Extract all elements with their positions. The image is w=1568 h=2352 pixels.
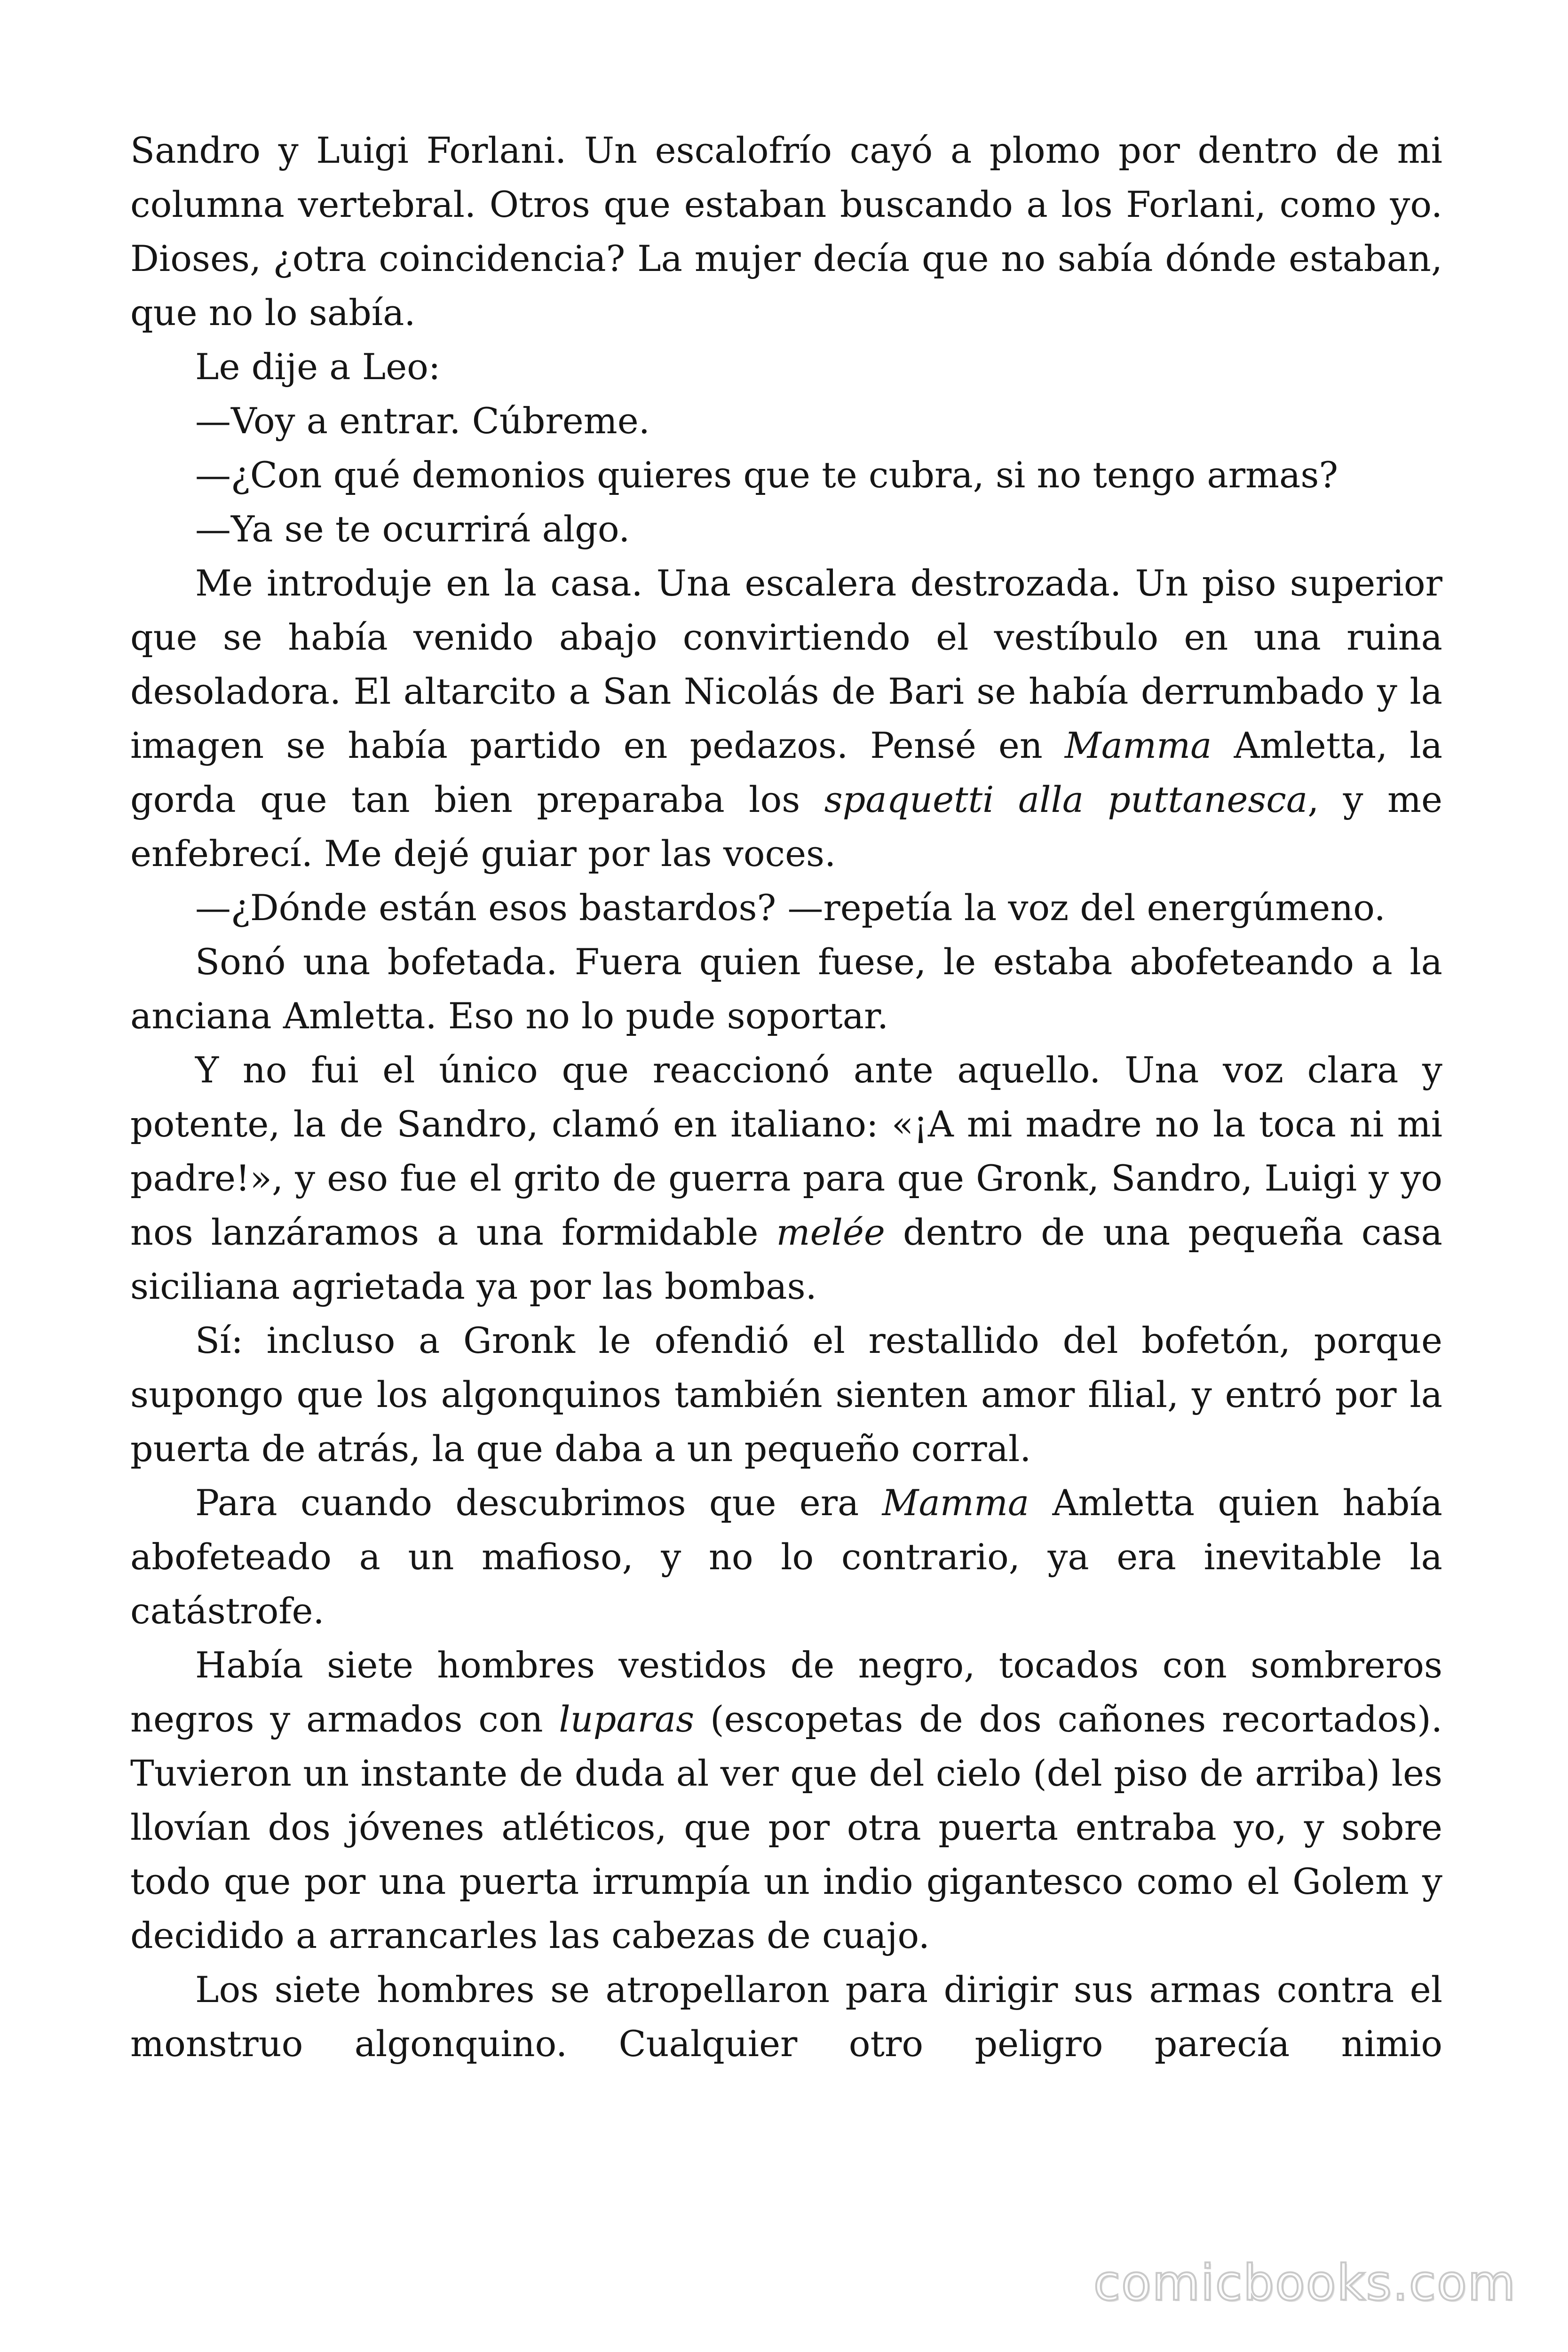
italic-text: Mamma xyxy=(882,1482,1029,1524)
text-run: —¿Con qué demonios quieres que te cubra, si no tengo armas? xyxy=(195,454,1338,496)
text-run: Sonó una bofetada. Fuera quien fuese, le estaba abofeteando a la anciana Amletta. Eso no lo pude soportar. xyxy=(130,941,1442,1037)
paragraph-continuation xyxy=(130,123,1442,340)
dialogue-line xyxy=(130,502,1442,556)
text-run: Me introduje en la casa. Una escalera destrozada. Un piso superior que se había venido abajo convirtiendo el vestíbulo en una ruina desoladora. El altarcito a San Nicolás de Bari se había derrumbado y la imagen se había partido en pedazos. Pensé en xyxy=(130,562,1442,766)
text-run: —Ya se te ocurrirá algo. xyxy=(195,508,630,550)
text-run: —¿Dónde están esos bastardos? —repetía la voz del energúmeno. xyxy=(195,887,1386,929)
text-run: Los siete hombres se atropellaron para dirigir sus armas contra el monstruo algonquino. Cualquier otro peligro parecía nimio xyxy=(130,1969,1442,2065)
text-run: Amletta, la gorda que tan bien preparaba los xyxy=(130,724,1443,820)
paragraph xyxy=(130,1043,1442,1313)
paragraph xyxy=(130,935,1442,1043)
text-run: dentro de una pequeña casa siciliana agrietada ya por las bombas. xyxy=(130,1211,1442,1307)
text-run: Le dije a Leo: xyxy=(195,346,441,388)
italic-text: melée xyxy=(776,1211,885,1253)
text-run: Sandro y Luigi Forlani. Un escalofrío cayó a plomo por dentro de mi columna vertebral. Otros que estaban buscando a los Forlani, como yo. Dioses, ¿otra coincidencia? La mujer decía que no sabía dónde estaban, que no lo sabía. xyxy=(130,129,1442,334)
italic-text: spaquetti alla puttanesca xyxy=(824,779,1308,820)
paragraph xyxy=(130,1313,1442,1476)
text-run: Y no fui el único que reaccionó ante aquello. Una voz clara y potente, la de Sandro, clamó en italiano: «¡A mi madre no la toca ni mi padre!», y eso fue el grito de guerra para que Gronk, Sandro, Luigi y yo nos lanzáramos a una formidable xyxy=(130,1049,1442,1253)
dialogue-line xyxy=(130,394,1442,448)
italic-text: Mamma xyxy=(1064,724,1212,766)
paragraph xyxy=(130,556,1442,881)
paragraph xyxy=(130,1638,1442,1963)
text-run: Sí: incluso a Gronk le ofendió el restallido del bofetón, porque supongo que los algonquinos también sienten amor filial, y entró por la puerta de atrás, la que daba a un pequeño corral. xyxy=(130,1319,1442,1470)
text-run: Amletta quien había abofeteado a un mafioso, y no lo contrario, ya era inevitable la catástrofe. xyxy=(130,1482,1442,1632)
paragraph xyxy=(130,881,1442,935)
text-run: Había siete hombres vestidos de negro, tocados con sombreros negros y armados con xyxy=(130,1644,1442,1740)
text-run: , y me enfebrecí. Me dejé guiar por las voces. xyxy=(130,779,1442,874)
dialogue-line xyxy=(130,448,1442,502)
paragraph xyxy=(130,1476,1442,1638)
paragraph xyxy=(130,1963,1442,2071)
body-text xyxy=(130,123,1442,2071)
text-run: Para cuando descubrimos que era xyxy=(195,1482,882,1524)
watermark: comicbooks.com xyxy=(1093,2254,1516,2312)
text-run: (escopetas de dos cañones recortados). Tuvieron un instante de duda al ver que del cielo (del piso de arriba) les llovían dos jóvenes atléticos, que por otra puerta entraba yo, y sobre todo que por una puerta irrumpía un indio gigantesco como el Golem y decidido a arrancarles las cabezas de cuajo. xyxy=(130,1698,1442,1956)
text-run: —Voy a entrar. Cúbreme. xyxy=(195,400,650,442)
dialogue-line xyxy=(130,340,1442,394)
italic-text: luparas xyxy=(559,1698,695,1740)
